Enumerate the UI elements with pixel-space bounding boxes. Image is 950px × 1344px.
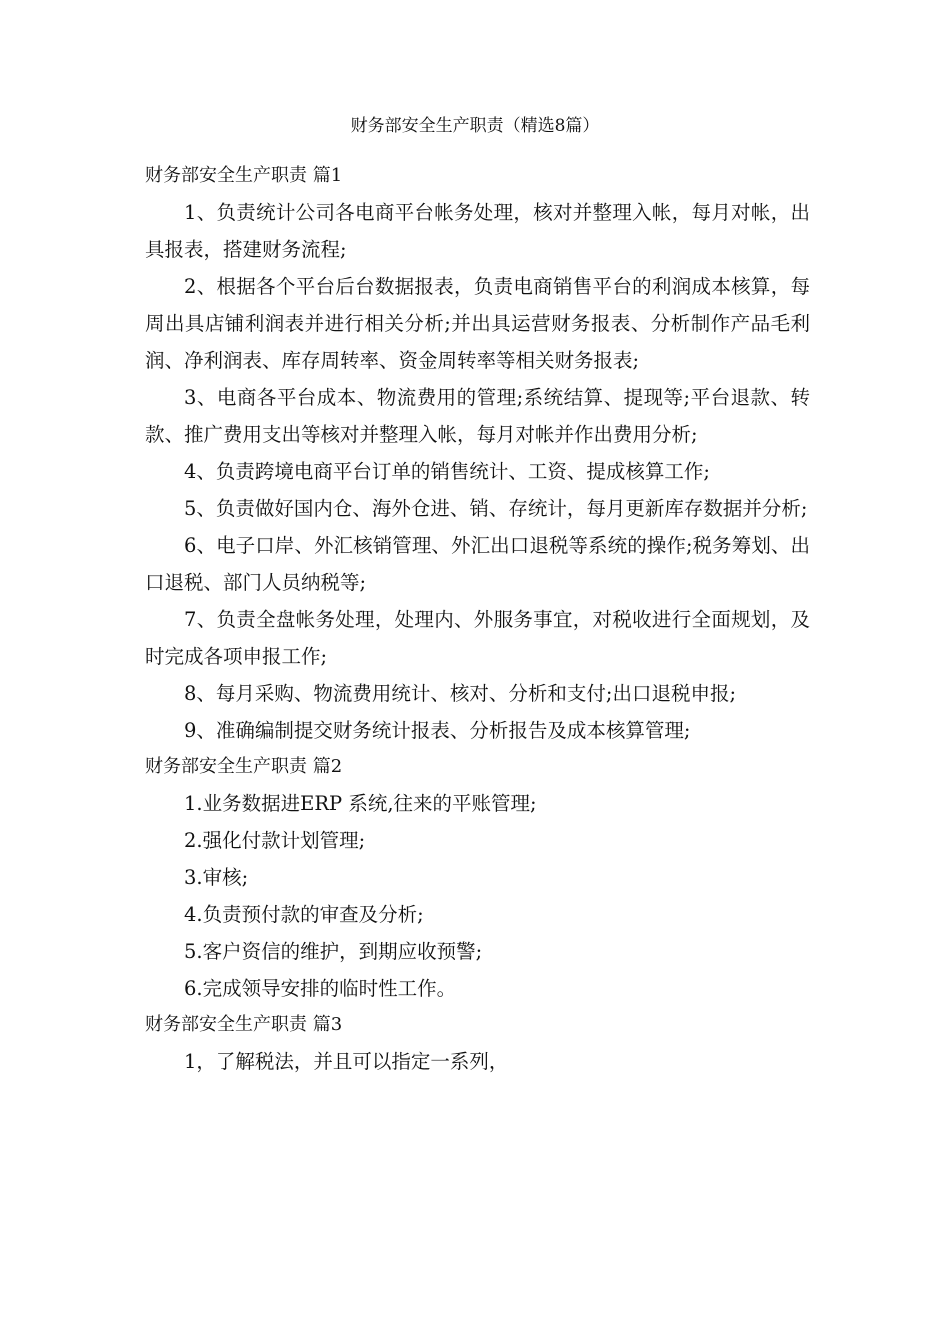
document-title: 财务部安全生产职责（精选8篇） <box>350 116 600 136</box>
paragraph: 4.负责预付款的审查及分析; <box>184 903 424 926</box>
paragraph: 3.审核; <box>184 866 249 889</box>
paragraph: 5、负责做好国内仓、海外仓进、销、存统计，每月更新库存数据并分析; <box>184 497 808 520</box>
section-1 <box>145 158 810 749</box>
paragraph: 3、电商各平台成本、物流费用的管理;系统结算、提现等;平台退款、转款、推广费用支出等核对并整理入帐，每月对帐并作出费用分析; <box>145 386 810 446</box>
paragraph: 1、负责统计公司各电商平台帐务处理，核对并整理入帐，每月对帐，出具报表，搭建财务流程; <box>145 201 810 261</box>
paragraph: 2.强化付款计划管理; <box>184 829 366 852</box>
paragraph: 2、根据各个平台后台数据报表，负责电商销售平台的利润成本核算，每周出具店铺利润表并进行相关分析;并出具运营财务报表、分析制作产品毛利润、净利润表、库存周转率、资金周转率等相关财务报表; <box>145 275 810 372</box>
paragraph: 6.完成领导安排的临时性工作。 <box>184 977 457 1000</box>
section-2 <box>145 749 810 1007</box>
paragraph: 4、负责跨境电商平台订单的销售统计、工资、提成核算工作; <box>184 460 710 483</box>
paragraph: 8、每月采购、物流费用统计、核对、分析和支付;出口退税申报; <box>184 682 737 705</box>
paragraph: 5.客户资信的维护，到期应收预警; <box>184 940 483 963</box>
section-heading: 财务部安全生产职责 篇2 <box>145 756 343 777</box>
paragraph: 1.业务数据进ERP 系统,往来的平账管理; <box>184 792 537 815</box>
paragraph: 6、电子口岸、外汇核销管理、外汇出口退税等系统的操作;税务筹划、出口退税、部门人员纳税等; <box>145 534 810 594</box>
section-heading: 财务部安全生产职责 篇1 <box>145 165 343 186</box>
section-heading: 财务部安全生产职责 篇3 <box>145 1014 343 1035</box>
paragraph: 7、负责全盘帐务处理，处理内、外服务事宜，对税收进行全面规划，及时完成各项申报工作; <box>145 608 810 668</box>
document-body <box>145 158 810 1080</box>
paragraph: 1，了解税法，并且可以指定一系列， <box>184 1050 509 1073</box>
paragraph: 9、准确编制提交财务统计报表、分析报告及成本核算管理; <box>184 719 691 742</box>
section-3 <box>145 1007 810 1080</box>
